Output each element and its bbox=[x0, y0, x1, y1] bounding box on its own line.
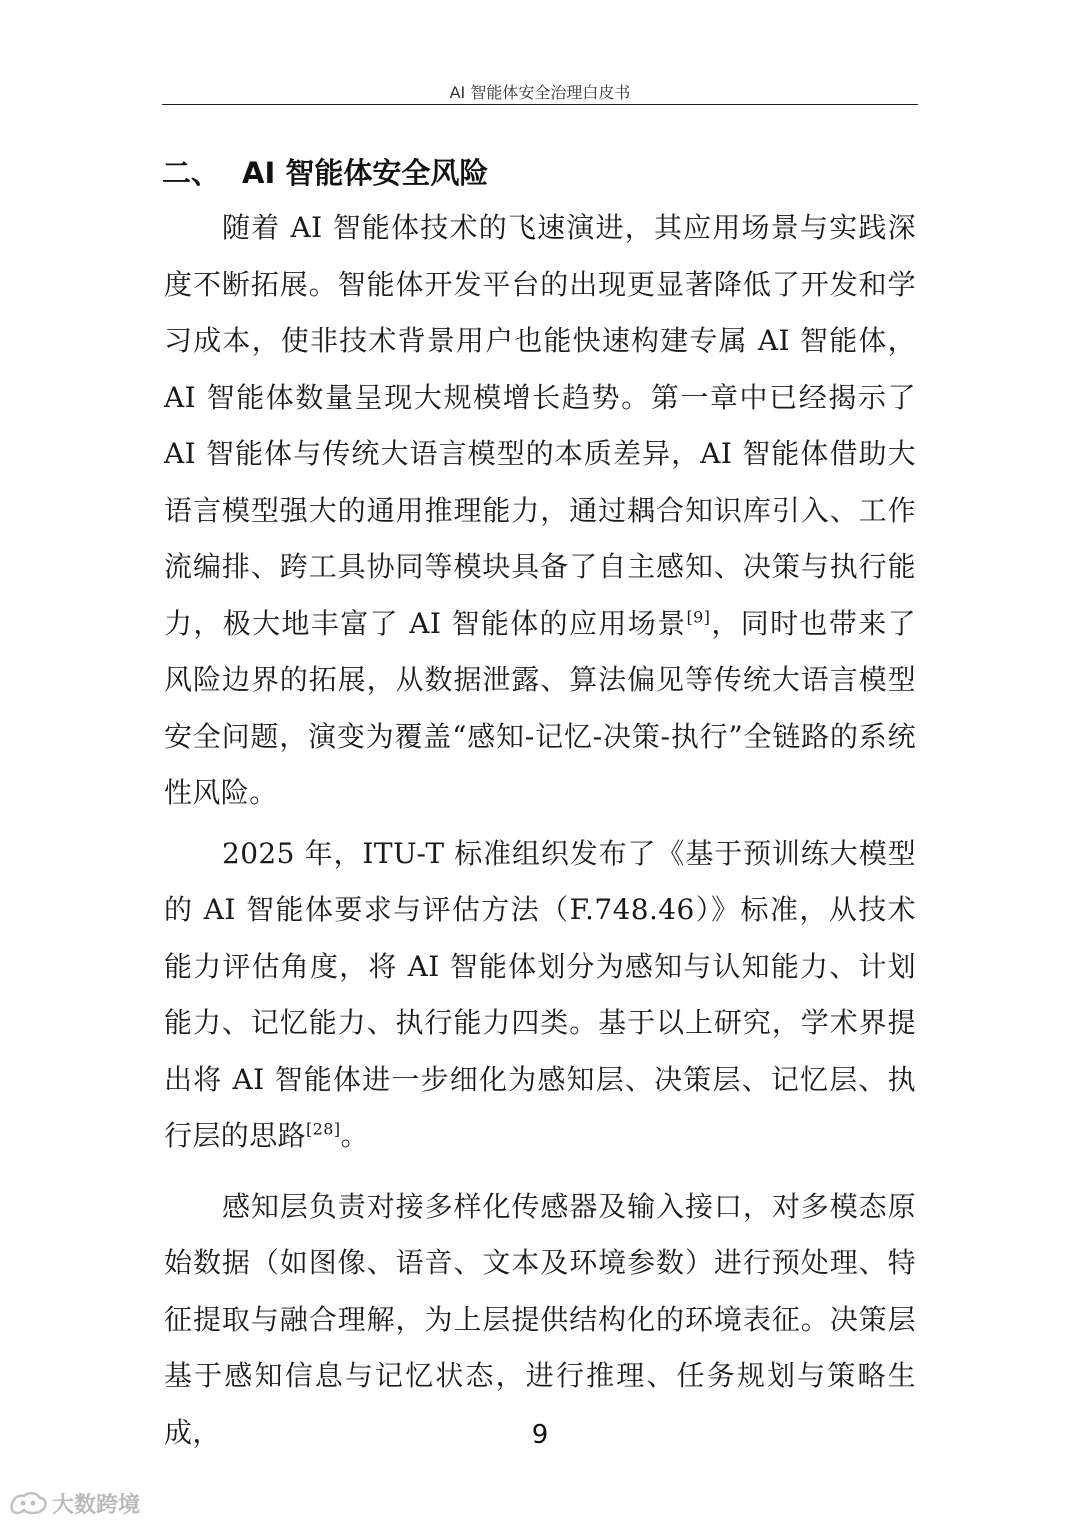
paragraph-3 bbox=[164, 1179, 916, 1462]
section-heading bbox=[162, 151, 488, 195]
paragraph-1-text-a: 随着 AI 智能体技术的飞速演进，其应用场景与实践深度不断拓展。智能体开发平台的出现更显著降低了开发和学习成本，使非技术背景用户也能快速构建专属 AI 智能体，AI 智能体数量呈现大规模增长趋势。第一章中已经揭示了 AI 智能体与传统大语言模型的本质差异，AI 智能体借助大语言模型强大的通用推理能力，通过耦合知识库引入、工作流编排、跨工具协同等模块具备了自主感知、决策与执行能力，极大地丰富了 AI 智能体的应用场景 bbox=[164, 211, 916, 640]
citation-9: [9] bbox=[686, 607, 711, 627]
paragraph-2-text-a: 2025 年，ITU-T 标准组织发布了《基于预训练大模型的 AI 智能体要求与评估方法（F.748.46）》标准，从技术能力评估角度，将 AI 智能体划分为感知与认知能力、计划能力、记忆能力、执行能力四类。基于以上研究，学术界提出将 AI 智能体进一步细化为感知层、决策层、记忆层、执行层的思路 bbox=[164, 836, 916, 1152]
body-text bbox=[164, 200, 916, 1461]
watermark-text: 大数跨境 bbox=[52, 1493, 141, 1518]
running-header: AI 智能体安全治理白皮书 bbox=[449, 83, 631, 102]
watermark bbox=[8, 1488, 140, 1519]
paragraph-3-text: 感知层负责对接多样化传感器及输入接口，对多模态原始数据（如图像、语音、文本及环境参数）进行预处理、特征提取与融合理解，为上层提供结构化的环境表征。决策层基于感知信息与记忆状态，进行推理、任务规划与策略生成， bbox=[164, 1189, 916, 1449]
paragraph-1-text-b: ，同时也带来了风险边界的拓展，从数据泄露、算法偏见等传统大语言模型安全问题，演变为覆盖“感知-记忆-决策-执行”全链路的系统性风险。 bbox=[164, 606, 916, 809]
section-title: AI 智能体安全风险 bbox=[242, 156, 489, 190]
paragraph-2 bbox=[164, 826, 916, 1165]
section-number: 二、 bbox=[162, 156, 221, 190]
header-rule bbox=[162, 104, 918, 105]
watermark-logo-icon bbox=[8, 1490, 48, 1518]
page-number: 9 bbox=[531, 1420, 549, 1450]
paragraph-2-text-b: 。 bbox=[340, 1119, 369, 1152]
citation-28: [28] bbox=[306, 1119, 341, 1139]
paragraph-1 bbox=[164, 200, 916, 822]
